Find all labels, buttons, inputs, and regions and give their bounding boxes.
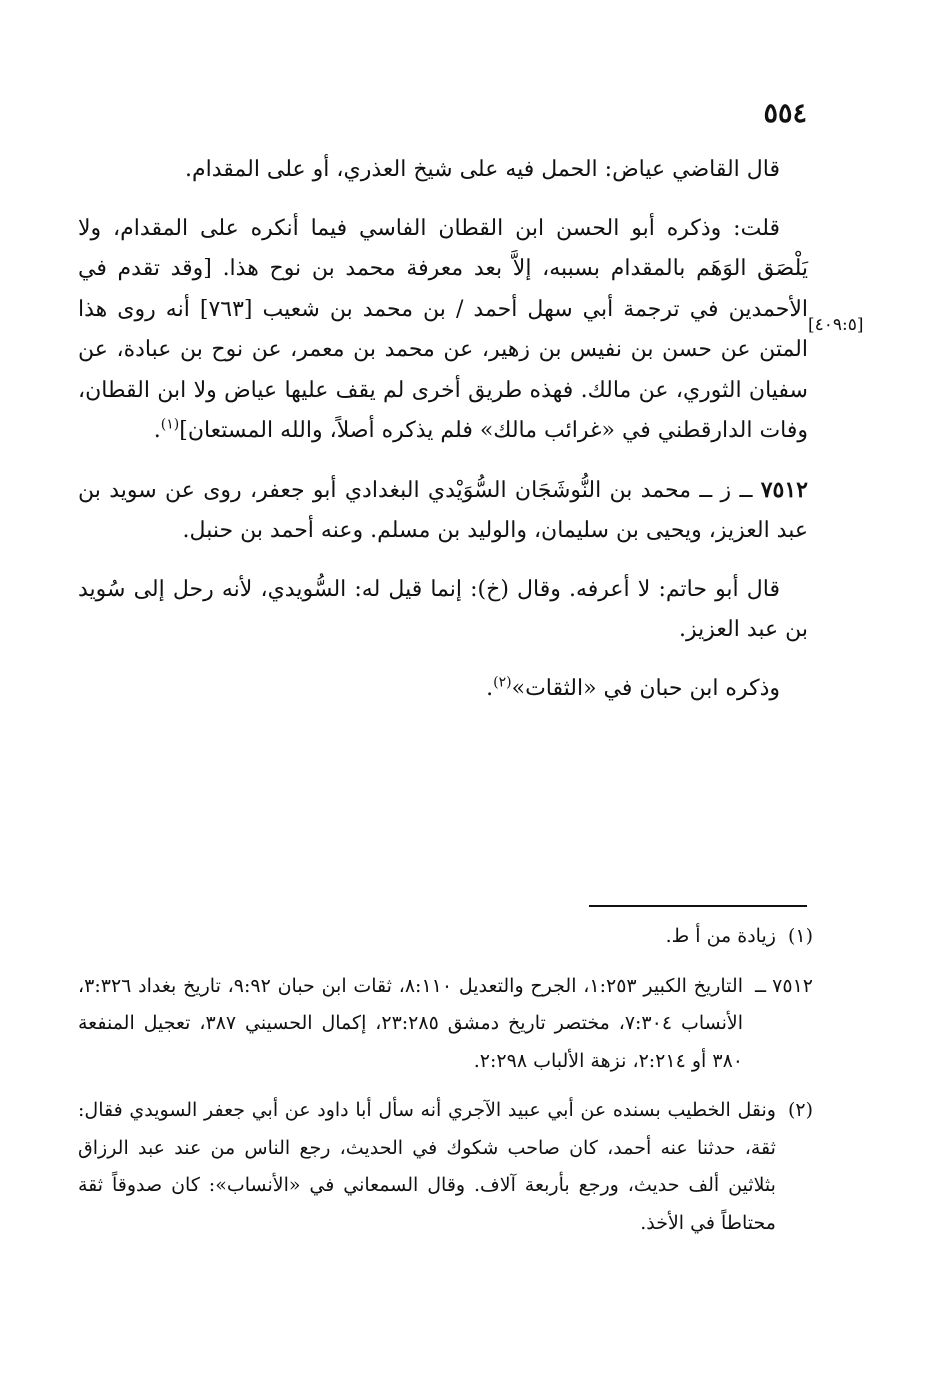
margin-reference: [٤٠٩:٥] xyxy=(808,315,864,335)
entry-text: ــ ز ــ محمد بن النُّوشَجَان السُّوَيْدي البغدادي أبو جعفر، روى عن سويد بن عبد العزيز، ويحيى بن سليمان، والوليد بن مسلم. وعنه أحمد بن حنبل. xyxy=(78,477,808,543)
footnote-2 xyxy=(78,1092,813,1242)
paragraph-qultu xyxy=(78,209,808,452)
footnote-ref-1: (١) xyxy=(160,416,180,433)
paragraph-ibn-hibban-text: وذكره ابن حبان في «الثقات» xyxy=(511,675,780,701)
footnote-text: ونقل الخطيب بسنده عن أبي عبيد الآجري أنه سأل أبا داود عن أبي جعفر السويدي فقال: ثقة، حدثنا عنه أحمد، كان صاحب شكوك في الحديث، رجع الناس من عند عبد الرزاق بثلاثين ألف حديث، ورجع بأربعة آلاف. وقال السمعاني في «الأنساب»: كان صدوقاً ثقة محتاطاً في الأخذ. xyxy=(78,1099,776,1234)
footnote-label: (٢) xyxy=(787,1099,813,1121)
page-number: ٥٥٤ xyxy=(763,98,807,129)
paragraph-abu-hatim: قال أبو حاتم: لا أعرفه. وقال (خ): إنما قيل له: السُّويدي، لأنه رحل إلى سُويد بن عبد العزيز. xyxy=(78,576,808,642)
footnote-text: التاريخ الكبير ١:٢٥٣، الجرح والتعديل ٨:١١٠، ثقات ابن حبان ٩:٩٢، تاريخ بغداد ٣:٣٢٦، الأنساب ٧:٣٠٤، مختصر تاريخ دمشق ٢٣:٢٨٥، إكمال الحسيني ٣٨٧، تعجيل المنفعة ٣٨٠ أو ٢:٢١٤، نزهة الألباب ٢:٢٩٨. xyxy=(78,974,743,1072)
paragraph-ibn-hibban-end: . xyxy=(486,675,494,701)
footnote-1 xyxy=(78,918,813,956)
footnote-7512 xyxy=(78,968,813,1081)
entry-7512 xyxy=(78,470,808,552)
footnote-label: ٧٥١٢ ــ xyxy=(754,974,813,997)
footnote-divider xyxy=(589,905,807,907)
main-text xyxy=(78,150,808,727)
paragraph-ibn-hibban xyxy=(78,669,808,710)
paragraph-qadi-iyad: قال القاضي عياض: الحمل فيه على شيخ العذري، أو على المقدام. xyxy=(185,157,780,182)
footnotes xyxy=(78,918,813,1254)
paragraph-qultu-end: . xyxy=(153,418,161,443)
paragraph-qultu-text: قلت: وذكره أبو الحسن ابن القطان الفاسي فيما أنكره على المقدام، ولا يَلْصَق الوَهَم بالمقدام بسببه، إلاَّ بعد معرفة محمد بن نوح هذا. [وقد تقدم في الأحمدين في ترجمة أبي سهل أحمد / بن محمد بن شعيب [٧٦٣] أنه روى هذا المتن عن حسن بن نفيس بن زهير، عن محمد بن معمر، عن نوح بن عبادة، عن سفيان الثوري، عن مالك. فهذه طريق أخرى لم يقف عليها عياض ولا ابن القطان، وفات الدارقطني في «غرائب مالك» فلم يذكره أصلاً، والله المستعان] xyxy=(78,215,808,443)
footnote-text: زيادة من أ ط. xyxy=(665,925,776,947)
footnote-label: (١) xyxy=(787,925,813,947)
entry-number: ٧٥١٢ xyxy=(760,476,808,503)
footnote-ref-2: (٢) xyxy=(493,674,512,691)
